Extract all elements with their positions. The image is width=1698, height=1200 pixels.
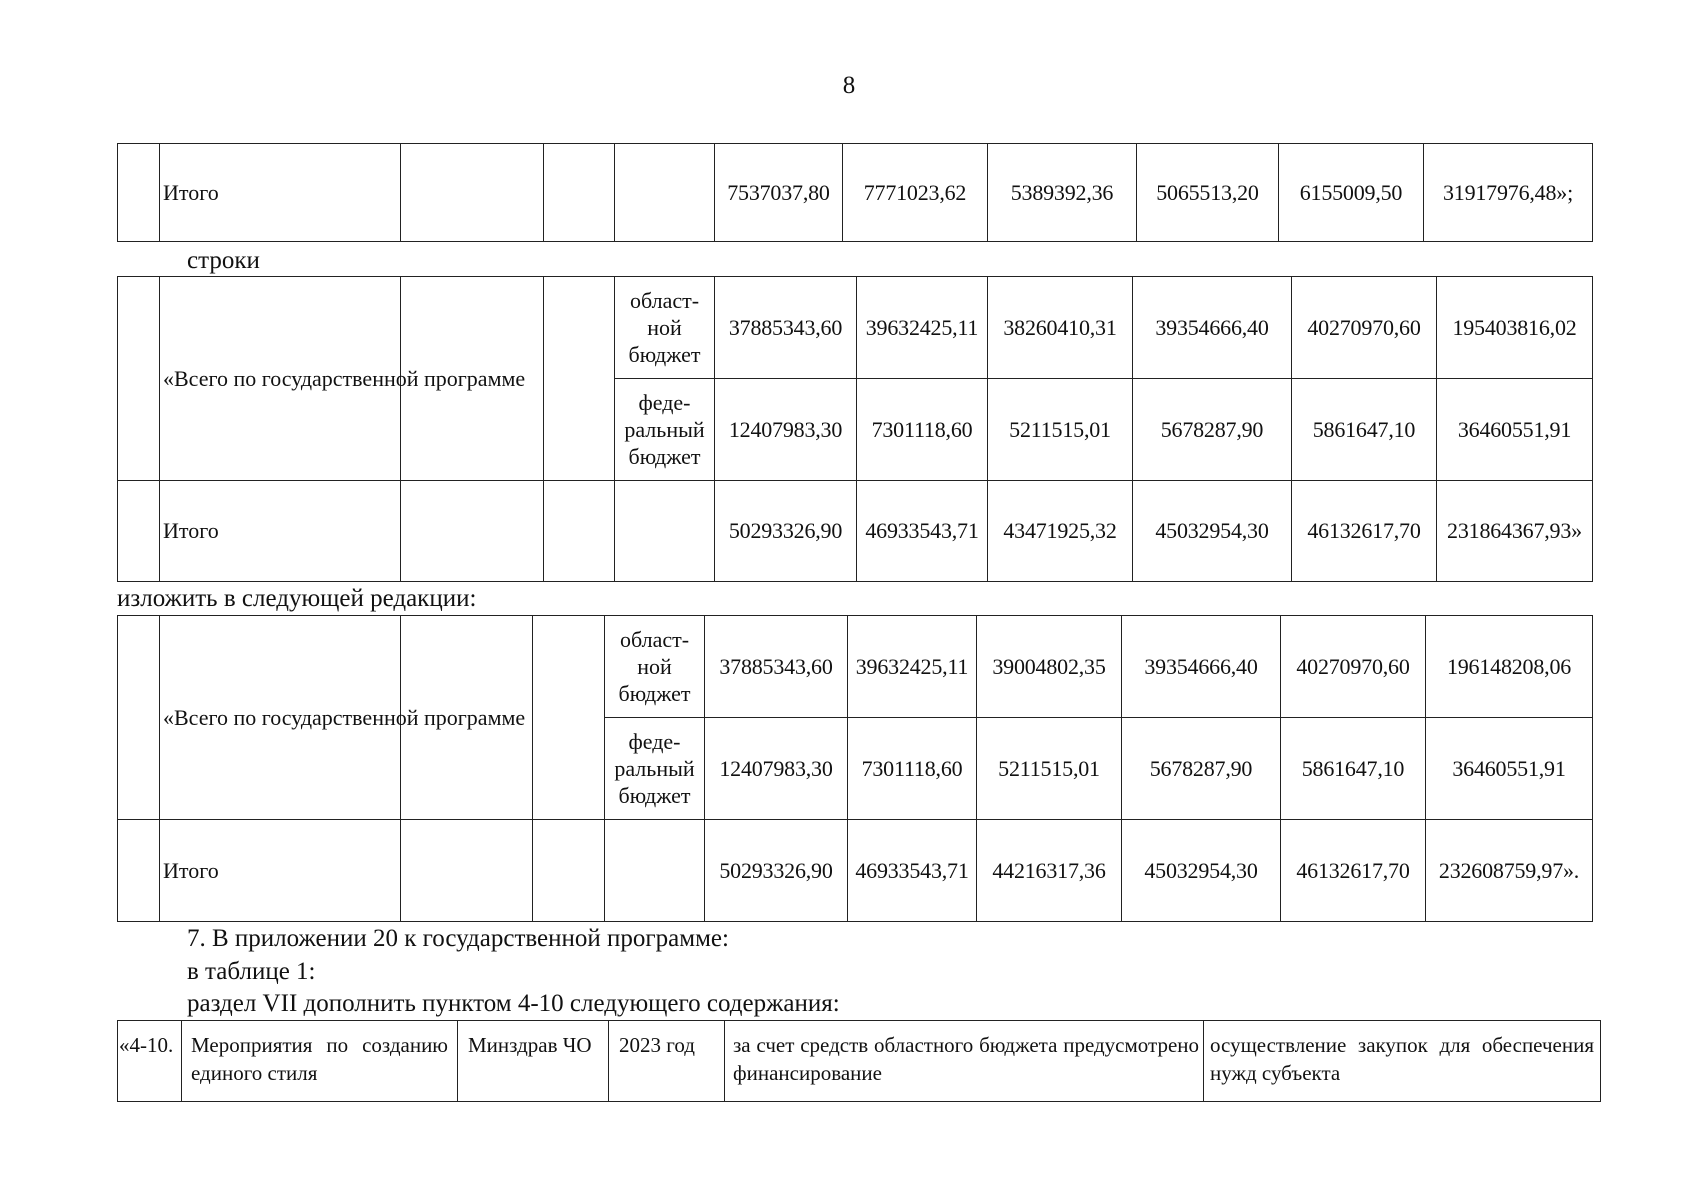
table-cell — [615, 144, 715, 242]
paragraph-section: раздел VII дополнить пунктом 4-10 следующего содержания: — [187, 990, 840, 1017]
value-cell: 46933543,71 — [848, 820, 977, 922]
table-row — [118, 616, 1593, 718]
financing-cell: за счет средств областного бюджета предусмотрено финансирование — [725, 1021, 1204, 1102]
source-cell — [615, 277, 715, 379]
value-cell: 5678287,90 — [1133, 379, 1292, 481]
row-label: Итого — [160, 481, 401, 582]
table-cell — [401, 144, 544, 242]
paragraph-7: 7. В приложении 20 к государственной программе: — [187, 925, 729, 952]
table-cell — [118, 616, 160, 820]
source-label: феде- ральный бюджет — [614, 729, 695, 808]
value-cell: 36460551,91 — [1426, 718, 1593, 820]
row-label: «Всего по государственной программе — [160, 277, 401, 481]
table-cell — [544, 277, 615, 481]
value-cell: 40270970,60 — [1281, 616, 1426, 718]
value-cell: 39632425,11 — [848, 616, 977, 718]
source-label: област- ной бюджет — [618, 627, 691, 706]
table-cell — [118, 481, 160, 582]
value-cell: 40270970,60 — [1292, 277, 1437, 379]
value-cell: 5211515,01 — [988, 379, 1133, 481]
measure-cell: Мероприятия по созданию единого стиля — [182, 1021, 458, 1102]
page-number: 8 — [842, 72, 856, 99]
value-cell: 7301118,60 — [848, 718, 977, 820]
row-label: «Всего по государственной программе — [160, 616, 401, 820]
value-cell: 31917976,48»; — [1424, 144, 1593, 242]
table-cell — [401, 820, 533, 922]
value-cell: 38260410,31 — [988, 277, 1133, 379]
table-old — [117, 276, 1593, 582]
value-cell: 5065513,20 — [1137, 144, 1279, 242]
value-cell: 5678287,90 — [1122, 718, 1281, 820]
table-row — [118, 481, 1593, 582]
value-cell: 12407983,30 — [705, 718, 848, 820]
executor-cell: Минздрав ЧО — [458, 1021, 609, 1102]
value-cell: 43471925,32 — [988, 481, 1133, 582]
table-cell — [401, 481, 544, 582]
value-cell: 45032954,30 — [1133, 481, 1292, 582]
value-cell: 50293326,90 — [715, 481, 857, 582]
value-cell: 5861647,10 — [1292, 379, 1437, 481]
table-top — [117, 143, 1593, 242]
value-cell: 195403816,02 — [1437, 277, 1593, 379]
value-cell: 12407983,30 — [715, 379, 857, 481]
table-cell — [605, 820, 705, 922]
value-cell: 6155009,50 — [1279, 144, 1424, 242]
value-cell: 232608759,97». — [1426, 820, 1593, 922]
text-lines: строки — [187, 247, 260, 274]
value-cell: 44216317,36 — [977, 820, 1122, 922]
row-label: Итого — [160, 820, 401, 922]
value-cell: 46132617,70 — [1281, 820, 1426, 922]
row-label: Итого — [160, 144, 401, 242]
table-cell — [118, 277, 160, 481]
table-cell — [544, 481, 615, 582]
table-row — [118, 820, 1593, 922]
table-cell — [118, 144, 160, 242]
table-cell — [533, 616, 605, 820]
value-cell: 7771023,62 — [843, 144, 988, 242]
table-cell — [615, 481, 715, 582]
source-cell — [615, 379, 715, 481]
text-replace: изложить в следующей редакции: — [117, 585, 477, 612]
value-cell: 7301118,60 — [857, 379, 988, 481]
source-cell — [605, 616, 705, 718]
result-cell: осуществление закупок для обеспечения нужд субъекта — [1204, 1021, 1601, 1102]
table-bottom — [117, 1020, 1601, 1102]
value-cell: 46132617,70 — [1292, 481, 1437, 582]
table-row — [118, 144, 1593, 242]
table-new — [117, 615, 1593, 922]
value-cell: 37885343,60 — [705, 616, 848, 718]
table-row — [118, 1021, 1601, 1102]
value-cell: 39632425,11 — [857, 277, 988, 379]
value-cell: 45032954,30 — [1122, 820, 1281, 922]
table-row — [118, 277, 1593, 379]
paragraph-table1: в таблице 1: — [187, 958, 316, 985]
value-cell: 39354666,40 — [1122, 616, 1281, 718]
value-cell: 5861647,10 — [1281, 718, 1426, 820]
source-label: феде- ральный бюджет — [624, 390, 705, 469]
year-cell: 2023 год — [609, 1021, 725, 1102]
value-cell: 231864367,93» — [1437, 481, 1593, 582]
value-cell: 5389392,36 — [988, 144, 1137, 242]
table-cell — [544, 144, 615, 242]
value-cell: 46933543,71 — [857, 481, 988, 582]
value-cell: 39354666,40 — [1133, 277, 1292, 379]
value-cell: 39004802,35 — [977, 616, 1122, 718]
item-number: «4-10. — [118, 1021, 182, 1102]
table-cell — [533, 820, 605, 922]
value-cell: 50293326,90 — [705, 820, 848, 922]
value-cell: 36460551,91 — [1437, 379, 1593, 481]
source-cell — [605, 718, 705, 820]
value-cell: 37885343,60 — [715, 277, 857, 379]
value-cell: 7537037,80 — [715, 144, 843, 242]
value-cell: 196148208,06 — [1426, 616, 1593, 718]
source-label: област- ной бюджет — [628, 288, 701, 367]
table-cell — [118, 820, 160, 922]
value-cell: 5211515,01 — [977, 718, 1122, 820]
